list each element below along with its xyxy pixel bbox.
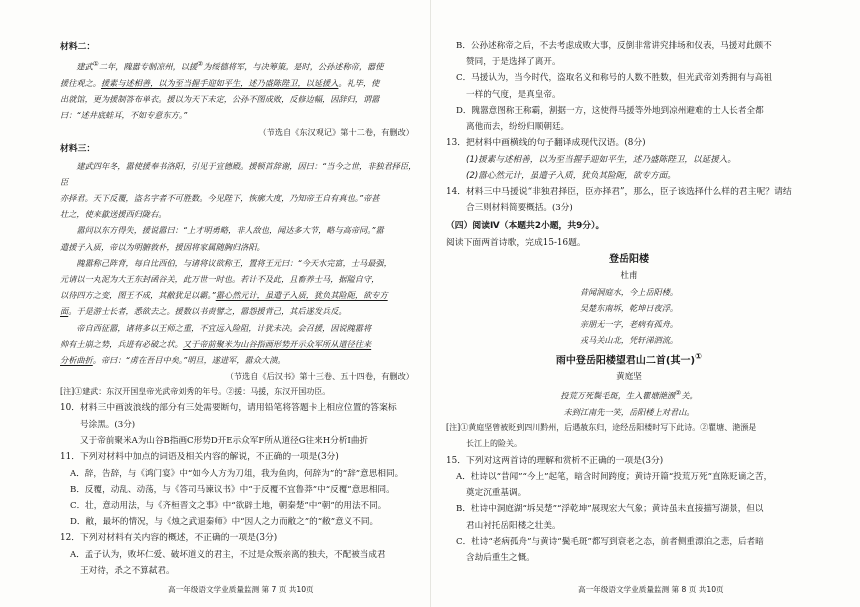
material-2-line: 出就馆，更为援制答布单衣。援以为天下未定，公孙不图成败，反修边幅，因辞归，谓嚣 <box>60 94 380 105</box>
poem-1-line: 昔闻洞庭水，今上岳阳楼。 <box>579 287 679 298</box>
underlined-sentence-2: 嚣心然元计，虽遣子入质，犹负其险阨，欲专方 <box>215 290 388 301</box>
material-3-line: 隗嚣称己阵背，每自比西伯，与诸将议欲称王，置将王元曰：“今天水完富，士马最强， <box>76 257 392 268</box>
material-3-line: 面。于是游士长者，悉欲去之。援数以书责譬之，嚣怨援背己，其后遂发兵反。 <box>60 306 347 317</box>
question-13-item-1: (1)援素与述相善，以为至当握手迎如平生，述乃盛陈陛卫，以延援入。 <box>466 154 736 165</box>
question-10: 10．材料三中画波浪线的部分有三处需要断句，请用铅笔将答题卡上相应位置的答案标 <box>60 403 397 414</box>
question-12-option-a: A．孟子认为，败坏仁爱、破坏道义的君主，不过是众叛亲离的独夫，不配被当成君 <box>70 549 386 560</box>
question-12-option-a-cont: 王对待，杀之不算弑君。 <box>80 566 175 577</box>
question-12-option-b: B．公孙述称帝之后，不去考虑成败大事，反倒非常讲究排场和仪表，马援对此颇不 <box>456 41 772 51</box>
question-12-option-d: D．隗嚣意图称王称霸，割据一方，这使得马援等外地到凉州避难的士人长者全都 <box>456 105 764 116</box>
question-15-option-b-cont: 君山衬托岳阳楼之壮美。 <box>466 520 561 531</box>
question-15-option-c-cont: 含劫后重生之慨。 <box>466 552 535 563</box>
reading-instruction: 阅读下面两首诗歌，完成15-16题。 <box>446 237 586 248</box>
material-2-line: 援往观之。援素与述相善，以为至当握手迎如平生，述乃盛陈陛卫，以延援入。礼毕，使 <box>60 77 380 88</box>
poem-1-line: 吴楚东南坼，乾坤日夜浮。 <box>579 303 679 314</box>
question-15-option-a-cont: 奠定沉重基调。 <box>466 488 527 499</box>
question-10-line: 号涂黑。(3分) <box>80 419 136 430</box>
material-3-line: 遣援子入质，帝以为明腑敦朴，援因将家属随胸归洛阳。 <box>60 241 265 252</box>
question-14: 14．材料三中马援说“非独君择臣，臣亦择君”，那么，臣子该选择什么样的君主呢？请结 <box>446 187 792 198</box>
poem-2-author: 黄庭坚 <box>616 372 642 383</box>
question-11: 11．下列对材料中加点的词语及相关内容的解说，不正确的一项是(3分) <box>60 452 339 463</box>
question-12-option-c: C．马援认为，当今时代，盗取名义和称号的人数不胜数，但光武帝刘秀拥有与高祖 <box>456 73 772 84</box>
question-15-option-c: C．杜诗“老病孤舟”与黄诗“鬓毛斑”都写到衰老之态，前者侧重漂泊之悲，后者暗 <box>456 536 764 547</box>
material-3-source: （节选自《后汉书》第十三卷、五十四卷，有删改） <box>225 371 414 382</box>
question-12-option-d-cont: 离他而去，纷纷归顺朝廷。 <box>466 122 570 133</box>
poem-2-line: 投荒万死鬓毛斑，生入瞿塘滟滪②关。 <box>560 389 698 402</box>
underlined-sentence-1: 援素与述相善，以为至当握手迎如平生，述乃盛陈陛卫，以延援入 <box>100 77 339 88</box>
material-2-source: （节选自《东汉观记》第十二卷，有删改） <box>258 126 414 137</box>
material-3-line: 元请以一丸泥为大王东封函谷关，此万世一时也。若计不及此，且畜养士马，据隘自守， <box>60 273 380 284</box>
material-2-heading: 材料二： <box>60 42 96 52</box>
material-3-line: 亦择君。天下反覆，盗名字者不可胜数。今见陛下，恢廓大度，乃知帝王自有真也。”帝甚 <box>60 192 380 203</box>
material-2-line: 建武①二年，隗嚣专制凉州，以援②为绥德将军，与决筹策。是时，公孙述称帝，嚣使 <box>76 60 384 72</box>
poem-note: [注]①黄庭坚曾被贬到四川黔州，后遇赦东归，途经岳阳楼时写下此诗。②瞿塘、滟滪是 <box>446 423 757 433</box>
question-13-item-2: (2)嚣心然元计，虽遣子入质，犹负其险阨，欲专方面。 <box>466 170 676 181</box>
page-footer-right: 高一年级语文学业质量监测 第 8 页 共10页 <box>578 585 724 594</box>
question-10-sentence: 又于帝前聚米A为山谷B指画C形势D开E示众军F所从道径G往来H分析I曲折 <box>80 436 369 446</box>
question-14-cont: 合三则材料简要概括。(3分) <box>466 203 573 214</box>
question-15-option-a: A．杜诗以“昔闻”“今上”起笔，暗含时间跨度；黄诗开篇“投荒万死”直陈贬谪之苦， <box>456 471 773 482</box>
page-footer-left: 高一年级语文学业质量监测 第 7 页 共10页 <box>168 585 314 594</box>
section-4-heading: （四）阅读Ⅳ（本题共2小题，共9分）。 <box>446 220 605 231</box>
material-2-line: 曰：“述井底蛙耳，不如专意东方。” <box>60 110 188 121</box>
wavy-line-passage: 又于帝前聚米为山谷指画形势开示众军所从道径往来 <box>182 338 372 349</box>
material-3-line: 帅有土崩之势，兵进有必破之状。又于帝前聚米为山谷指画形势开示众军所从道径往来 <box>60 338 372 349</box>
poem-2-line: 未到江南先一笑，岳阳楼上对君山。 <box>563 407 695 418</box>
question-11-option-a: A．辞，告辞，与《鸿门宴》中“如今人方为刀俎，我为鱼肉，何辞为”的“辞”意思相同。 <box>70 468 404 479</box>
question-12: 12．下列对材料有关内容的概述，不正确的一项是(3分) <box>60 533 278 544</box>
annotation-note: [注]①建武：东汉开国皇帝光武帝刘秀的年号。②援：马援，东汉开国功臣。 <box>60 387 331 397</box>
poem-1-line: 戎马关山北，凭轩涕泗流。 <box>579 335 679 346</box>
poem-2-title: 雨中登岳阳楼望君山二首(其一)① <box>555 351 703 367</box>
question-11-option-d: D．敝，最坏的情况，与《烛之武退秦师》中“因人之力而敝之”的“敝”意义不同。 <box>70 517 379 528</box>
question-11-option-c: C．壮，意动用法，与《齐桓晋文之事》中“欲辟土地，朝秦楚”中“朝”的用法不同。 <box>70 501 387 512</box>
material-3-line: 嚣问以东方得失，援说嚣曰：“上才明勇略，非人敌也，闻达多大节，略与高帝同。”嚣 <box>76 225 384 236</box>
poem-note-cont: 长江上的险关。 <box>466 439 522 449</box>
question-12-option-c-cont: 一样的气度，是真皇帝。 <box>466 89 561 100</box>
question-11-option-b: B．反覆，动乱、动荡，与《答司马谏议书》中“于反覆不宜鲁莽”中“反覆”意思相同。 <box>70 484 395 495</box>
right-page <box>430 0 860 607</box>
material-3-line: 帝自西征嚣，诸将多以王师之重，不宜远入险阻，计犹未决。会召援，因说隗嚣将 <box>76 322 372 333</box>
poem-1-author: 杜甫 <box>620 271 638 282</box>
poem-1-title: 登岳阳楼 <box>609 254 649 266</box>
question-12-option-b-cont: 赞同，于是选择了离开。 <box>466 57 561 68</box>
material-3-line: 建武四年冬，嚣使援奉书洛阳，引见于宣德殿。援顿首辞谢，因曰：“当今之世，非独君择臣，臣 <box>60 160 417 187</box>
question-13: 13．把材料中画横线的句子翻译成现代汉语。(8分) <box>446 138 646 149</box>
question-15: 15．下列对这两首诗的理解和赏析不正确的一项是(3分) <box>446 455 664 466</box>
poem-1-line: 亲朋无一字，老病有孤舟。 <box>579 319 679 330</box>
material-3-line: 分析曲折。帝曰：“虏在吾目中矣。”明旦，遂进军，嚣众大溃。 <box>60 354 286 365</box>
material-3-line: 壮之，使来歙送援西归陇右。 <box>60 209 167 220</box>
material-3-line: 以待四方之变，图王不成，其敝犹足以霸。”嚣心然元计，虽遣子入质，犹负其险阨，欲专方 <box>60 290 388 301</box>
material-3-heading: 材料三： <box>60 143 96 154</box>
question-15-option-b: B．杜诗中洞庭湖“坼吴楚”“浮乾坤”展现宏大气象；黄诗虽未直接描写湖景，但以 <box>456 504 764 515</box>
